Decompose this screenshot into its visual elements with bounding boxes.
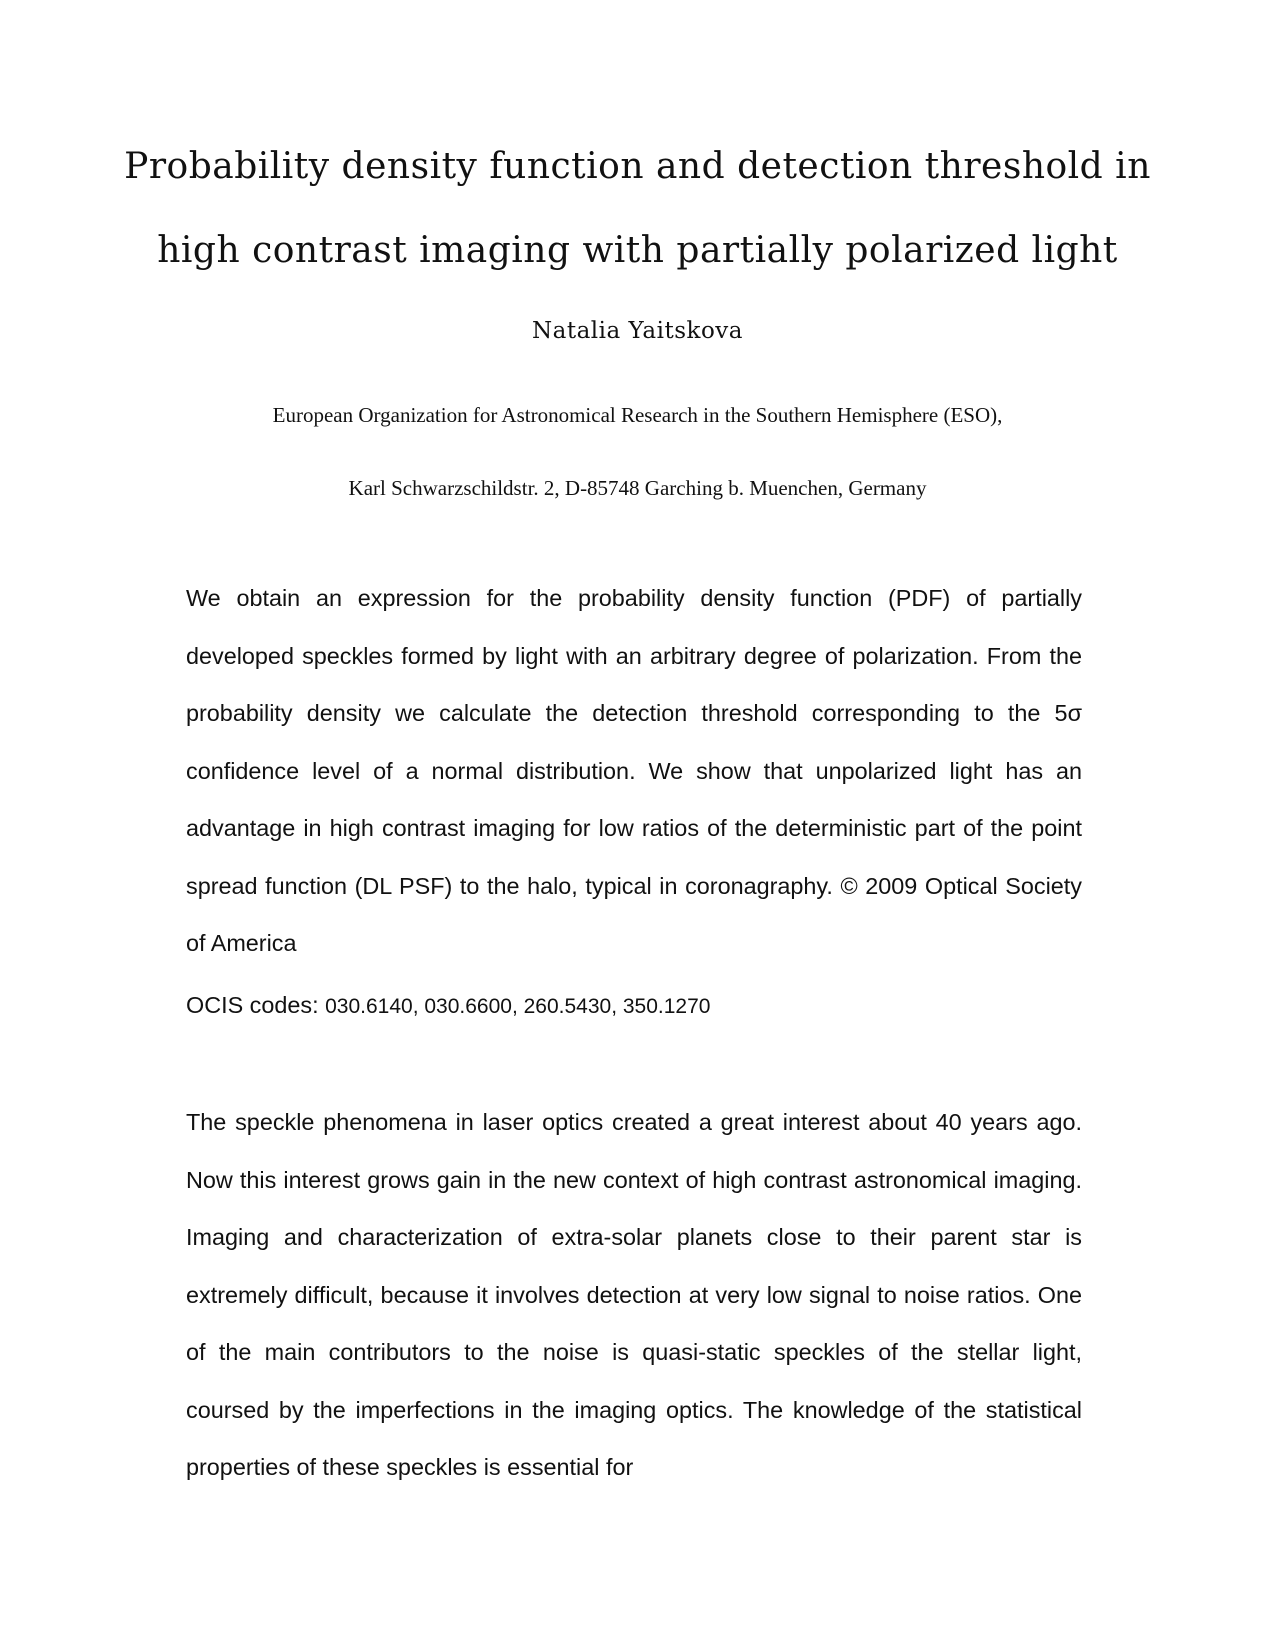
author-name: Natalia Yaitskova [531,318,744,344]
affiliation-line-1: European Organization for Astronomical Research in the Southern Hemisphere (ESO), [272,403,1003,427]
paper-title-line-1: Probability density function and detection threshold in [124,146,1151,187]
abstract-paragraph: We obtain an expression for the probability density function (PDF) of partially developed speckles formed by light with an arbitrary degree of polarization. From the probability density we calculate the detection threshold corresponding to the 5σ confidence level of a normal distribution. We show that unpolarized light has an advantage in high contrast imaging for low ratios of the deterministic part of the point spread function (DL PSF) to the halo, typical in coronagraphy. © 2009 Optical Society of America [186,585,1082,956]
ocis-codes [186,992,710,1019]
affiliation-line-2: Karl Schwarzschildstr. 2, D-85748 Garching b. Muenchen, Germany [348,476,927,500]
paper-title-line-2: high contrast imaging with partially polarized light [157,230,1118,271]
ocis-code-list: 030.6140, 030.6600, 260.5430, 350.1270 [325,995,711,1018]
ocis-label: OCIS codes: [186,992,326,1018]
introduction-paragraph: The speckle phenomena in laser optics created a great interest about 40 years ago. Now this interest grows gain in the new context of high contrast astronomical imaging. Imaging and characterization of extra-solar planets close to their parent star is extremely difficult, because it involves detection at very low signal to noise ratios. One of the main contributors to the noise is quasi-static speckles of the stellar light, coursed by the imperfections in the imaging optics. The knowledge of the statistical properties of these speckles is essential for [186,1109,1082,1480]
